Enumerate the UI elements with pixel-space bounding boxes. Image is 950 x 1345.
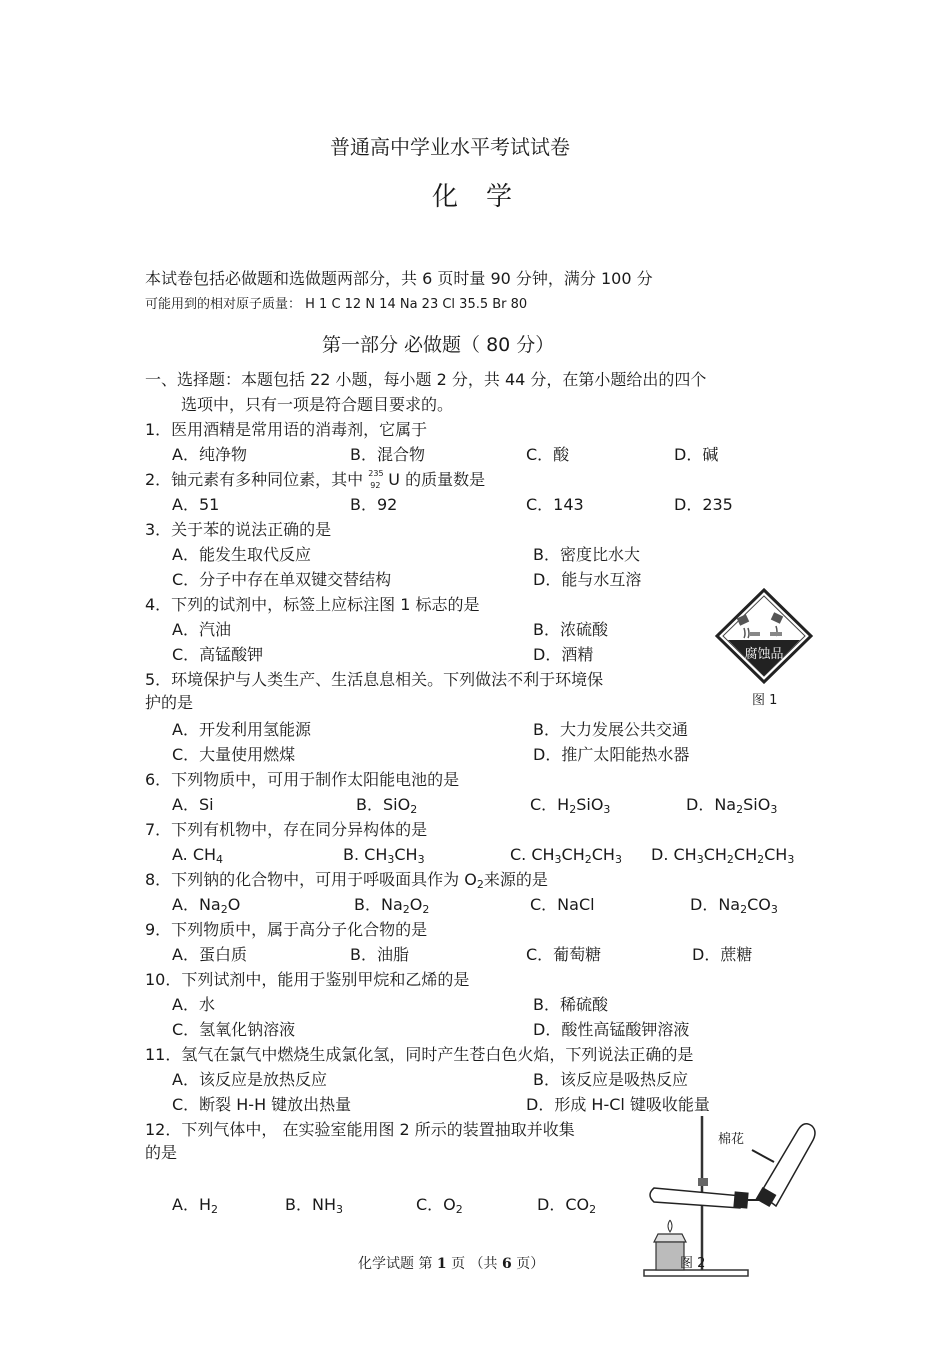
q1-option-d: D．碱 — [674, 445, 719, 464]
uranium-isotope: 235 92 — [368, 469, 384, 490]
q11-option-a: A．该反应是放热反应 — [172, 1070, 327, 1089]
q11-option-c: C．断裂 H-H 键放出热量 — [172, 1095, 352, 1114]
fig1-label: 腐蚀品 — [744, 647, 784, 662]
q7-option-b: B. $CH_3CH_3$ — [343, 845, 425, 866]
q10-stem: 10．下列试剂中，能用于鉴别甲烷和乙烯的是 — [145, 970, 470, 989]
q9-stem: 9．下列物质中，属于高分子化合物的是 — [145, 920, 428, 939]
q7-stem: 7．下列有机物中，存在同分异构体的是 — [145, 820, 428, 839]
q10-option-a: A．水 — [172, 995, 215, 1014]
atomic-masses: 可能用到的相对原子质量： H 1 C 12 N 14 Na 23 Cl 35.5 Br 80 — [145, 297, 528, 312]
q1-option-b: B．混合物 — [350, 445, 425, 464]
subject-title: 化学 — [432, 182, 541, 212]
q4-option-a: A．汽油 — [172, 620, 231, 639]
q8-option-a: A．$Na_2O$ — [172, 895, 241, 916]
q4-stem: 4．下列的试剂中，标签上应标注图 1 标志的是 — [145, 595, 480, 614]
q4-option-c: C．高锰酸钾 — [172, 645, 264, 664]
exam-intro: 本试卷包括必做题和选做题两部分，共 6 页时量 90 分钟，满分 100 分 — [145, 269, 653, 288]
q5-stem-line2: 护的是 — [145, 693, 194, 712]
q3-option-c: C．分子中存在单双键交替结构 — [172, 570, 392, 589]
page-total: 6 — [502, 1256, 512, 1272]
q7-option-c: C. $CH_3CH_2CH_3$ — [510, 845, 622, 866]
q6-option-a: A．Si — [172, 795, 214, 814]
fig2-cotton-label: 棉花 — [718, 1132, 745, 1147]
part1-title: 第一部分 必做题（ 80 分） — [322, 334, 555, 356]
q12-option-d: D．$CO_2$ — [537, 1195, 597, 1216]
q12-option-b: B．$NH_3$ — [285, 1195, 343, 1216]
q12-stem-line1: 12．下列气体中， 在实验室能用图 2 所示的装置抽取并收集 — [145, 1120, 575, 1139]
q5-option-a: A．开发利用氢能源 — [172, 720, 311, 739]
q7-option-a: A. $CH_4$ — [172, 845, 224, 866]
q1-option-a: A．纯净物 — [172, 445, 247, 464]
fig2-caption: 图 2 — [680, 1256, 706, 1271]
q5-stem-line1: 5．环境保护与人类生产、生活息息相关。下列做法不利于环境保 — [145, 670, 604, 689]
q9-option-c: C．葡萄糖 — [526, 945, 602, 964]
q5-option-b: B．大力发展公共交通 — [533, 720, 688, 739]
q7-option-d: D. $CH_3CH_2CH_2CH_3$ — [651, 845, 795, 866]
page-footer: 化学试题 第 1 页 （共 6 页） — [358, 1256, 545, 1272]
q11-option-d: D．形成 H-Cl 键吸收能量 — [526, 1095, 710, 1114]
q4-option-b: B．浓硫酸 — [533, 620, 608, 639]
q9-option-b: B．油脂 — [350, 945, 409, 964]
q5-option-c: C．大量使用燃煤 — [172, 745, 296, 764]
q3-stem: 3．关于苯的说法正确的是 — [145, 520, 332, 539]
q8-option-b: B．$Na_2O_2$ — [354, 895, 430, 916]
corrosive-hazard-icon — [714, 588, 814, 684]
q8-stem: 8．下列钠的化合物中，可用于呼吸面具作为 $O_2$来源的是 — [145, 870, 548, 891]
q12-option-a: A．$H_2$ — [172, 1195, 218, 1216]
q4-option-d: D．酒精 — [533, 645, 594, 664]
q12-stem-line2: 的是 — [145, 1143, 178, 1162]
q6-option-c: C．$H_2SiO_3$ — [530, 795, 611, 816]
q2-option-a: A．51 — [172, 495, 220, 514]
q6-stem: 6．下列物质中，可用于制作太阳能电池的是 — [145, 770, 460, 789]
q1-stem: 1．医用酒精是常用语的消毒剂，它属于 — [145, 420, 428, 439]
q3-option-a: A．能发生取代反应 — [172, 545, 311, 564]
q9-option-d: D．蔗糖 — [692, 945, 753, 964]
q2-option-c: C．143 — [526, 495, 584, 514]
q9-option-a: A．蛋白质 — [172, 945, 247, 964]
q10-option-c: C．氢氧化钠溶液 — [172, 1020, 296, 1039]
q2-option-d: D．235 — [674, 495, 733, 514]
q3-option-b: B．密度比水大 — [533, 545, 640, 564]
page-number: 1 — [436, 1256, 447, 1272]
q6-option-d: D．$Na_2SiO_3$ — [686, 795, 778, 816]
q10-option-b: B．稀硫酸 — [533, 995, 608, 1014]
q1-option-c: C．酸 — [526, 445, 570, 464]
section-instructions-line2: 选项中，只有一项是符合题目要求的。 — [181, 395, 454, 414]
q5-option-d: D．推广太阳能热水器 — [533, 745, 690, 764]
exam-title: 普通高中学业水平考试试卷 — [330, 135, 570, 159]
q10-option-d: D．酸性高锰酸钾溶液 — [533, 1020, 690, 1039]
q8-option-d: D．$Na_2CO_3$ — [690, 895, 778, 916]
q12-option-c: C．$O_2$ — [416, 1195, 463, 1216]
section-instructions-line1: 一、选择题：本题包括 22 小题，每小题 2 分，共 44 分，在第小题给出的四个 — [145, 370, 707, 389]
q3-option-d: D．能与水互溶 — [533, 570, 642, 589]
q11-stem: 11．氢气在氯气中燃烧生成氯化氢，同时产生苍白色火焰，下列说法正确的是 — [145, 1045, 694, 1064]
q2-option-b: B．92 — [350, 495, 398, 514]
q11-option-b: B．该反应是吸热反应 — [533, 1070, 688, 1089]
q6-option-b: B．SiO$_2$ — [356, 795, 418, 816]
fig1-caption: 图 1 — [752, 693, 778, 708]
q8-option-c: C．NaCl — [530, 895, 595, 914]
q2-stem: 2．铀元素有多种同位素，其中 235 92 U 的质量数是 — [145, 469, 486, 490]
